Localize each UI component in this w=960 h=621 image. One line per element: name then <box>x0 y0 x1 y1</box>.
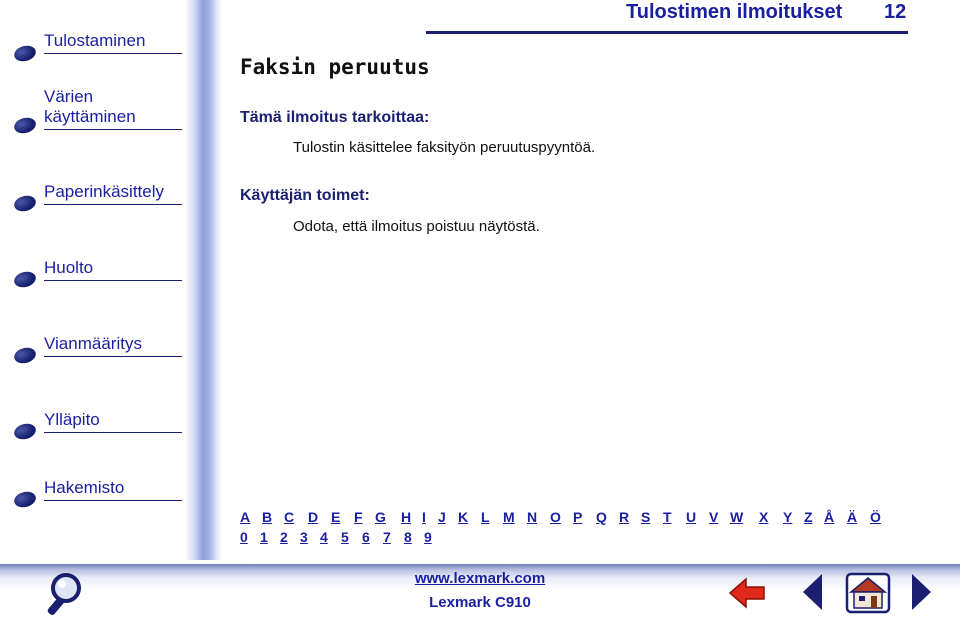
back-button[interactable] <box>728 575 768 611</box>
index-digit-link[interactable]: 2 <box>280 529 288 545</box>
triangle-left-icon <box>800 572 826 612</box>
product-name: Lexmark C910 <box>429 594 531 611</box>
triangle-right-icon <box>908 572 934 612</box>
index-digit-link[interactable]: 0 <box>240 529 248 545</box>
index-letter-link[interactable]: B <box>262 509 273 525</box>
section-title: Tulostimen ilmoitukset <box>626 1 843 23</box>
sidebar-item-varien-kayttaminen[interactable] <box>0 84 182 132</box>
index-letter-link[interactable]: F <box>354 509 363 525</box>
previous-page-button[interactable] <box>800 572 826 612</box>
index-digit-link[interactable]: 7 <box>383 529 391 545</box>
index-letter-link[interactable]: G <box>375 509 386 525</box>
index-letter-link[interactable]: C <box>284 509 295 525</box>
sidebar <box>0 0 222 560</box>
index-letter-link[interactable]: Y <box>783 509 793 525</box>
index-digit-link[interactable]: 5 <box>341 529 349 545</box>
bullet-icon <box>12 269 37 289</box>
bullet-icon <box>12 115 37 135</box>
bullet-icon <box>12 489 37 509</box>
sidebar-divider <box>44 53 182 54</box>
index-letter-link[interactable]: Ö <box>870 509 881 525</box>
sidebar-divider <box>44 204 182 205</box>
index-letter-link[interactable]: E <box>331 509 341 525</box>
sidebar-item-paperinkasittely[interactable] <box>0 180 182 228</box>
index-letter-link[interactable]: R <box>619 509 630 525</box>
sidebar-item-vianmaaritys[interactable] <box>0 332 182 380</box>
bullet-icon <box>12 345 37 365</box>
sidebar-item-hakemisto[interactable] <box>0 476 182 524</box>
index-digit-link[interactable]: 8 <box>404 529 412 545</box>
index-letter-link[interactable]: M <box>503 509 515 525</box>
sidebar-item-yllapito[interactable] <box>0 408 182 456</box>
sidebar-divider <box>44 280 182 281</box>
index-letter-link[interactable]: X <box>759 509 769 525</box>
header-rule <box>426 31 908 34</box>
sidebar-item-label: Vianmääritys <box>44 334 142 353</box>
sidebar-item-label: Ylläpito <box>44 410 100 429</box>
index-letter-link[interactable]: Ä <box>847 509 858 525</box>
sidebar-item-label: Hakemisto <box>44 478 125 497</box>
footer-bar <box>0 564 960 618</box>
sidebar-item-huolto[interactable] <box>0 256 182 304</box>
index-letter-link[interactable]: D <box>308 509 319 525</box>
sidebar-item-label: Tulostaminen <box>44 31 146 50</box>
index-letter-link[interactable]: O <box>550 509 561 525</box>
index-letter-link[interactable]: S <box>641 509 651 525</box>
page-title: Faksin peruutus <box>240 55 430 79</box>
index-letter-link[interactable]: K <box>458 509 469 525</box>
index-digit-link[interactable]: 9 <box>424 529 432 545</box>
sidebar-item-tulostaminen[interactable] <box>0 28 182 76</box>
index-digit-link[interactable]: 1 <box>260 529 268 545</box>
meaning-heading: Tämä ilmoitus tarkoittaa: <box>240 109 430 126</box>
sidebar-item-label: Paperinkäsittely <box>44 182 165 201</box>
magnifier-icon <box>38 572 86 616</box>
index-letter-link[interactable]: W <box>730 509 744 525</box>
next-page-button[interactable] <box>908 572 934 612</box>
index-letter-link[interactable]: A <box>240 509 251 525</box>
index-letter-link[interactable]: H <box>401 509 412 525</box>
action-text: Odota, että ilmoitus poistuu näytöstä. <box>293 218 540 235</box>
index-digit-link[interactable]: 6 <box>362 529 370 545</box>
home-button[interactable] <box>845 572 891 614</box>
index-letter-link[interactable]: L <box>481 509 490 525</box>
house-icon <box>845 572 891 614</box>
index-letter-link[interactable]: J <box>438 509 446 525</box>
sidebar-divider <box>44 129 182 130</box>
index-letter-link[interactable]: V <box>709 509 719 525</box>
sidebar-item-label: Värien käyttäminen <box>44 87 136 126</box>
index-letter-link[interactable]: U <box>686 509 697 525</box>
bullet-icon <box>12 43 37 63</box>
index-letter-link[interactable]: T <box>663 509 672 525</box>
sidebar-divider <box>44 432 182 433</box>
index-letter-link[interactable]: I <box>422 509 426 525</box>
sidebar-item-label: Huolto <box>44 258 94 277</box>
index-digit-link[interactable]: 3 <box>300 529 308 545</box>
sidebar-divider <box>44 356 182 357</box>
index-letter-link[interactable]: Z <box>804 509 813 525</box>
index-letter-link[interactable]: Q <box>596 509 607 525</box>
meaning-text: Tulostin käsittelee faksityön peruutuspyyntöä. <box>293 139 596 156</box>
index-letter-link[interactable]: P <box>573 509 583 525</box>
bullet-icon <box>12 193 37 213</box>
bullet-icon <box>12 421 37 441</box>
lexmark-url-link[interactable]: www.lexmark.com <box>414 570 546 587</box>
page-number: 12 <box>884 1 907 23</box>
sidebar-divider <box>44 500 182 501</box>
action-heading: Käyttäjän toimet: <box>240 187 370 204</box>
index-letter-link[interactable]: N <box>527 509 538 525</box>
search-button[interactable] <box>38 572 86 616</box>
red-arrow-left-icon <box>728 575 768 611</box>
index-letter-link[interactable]: Å <box>824 509 835 525</box>
index-digit-link[interactable]: 4 <box>320 529 328 545</box>
